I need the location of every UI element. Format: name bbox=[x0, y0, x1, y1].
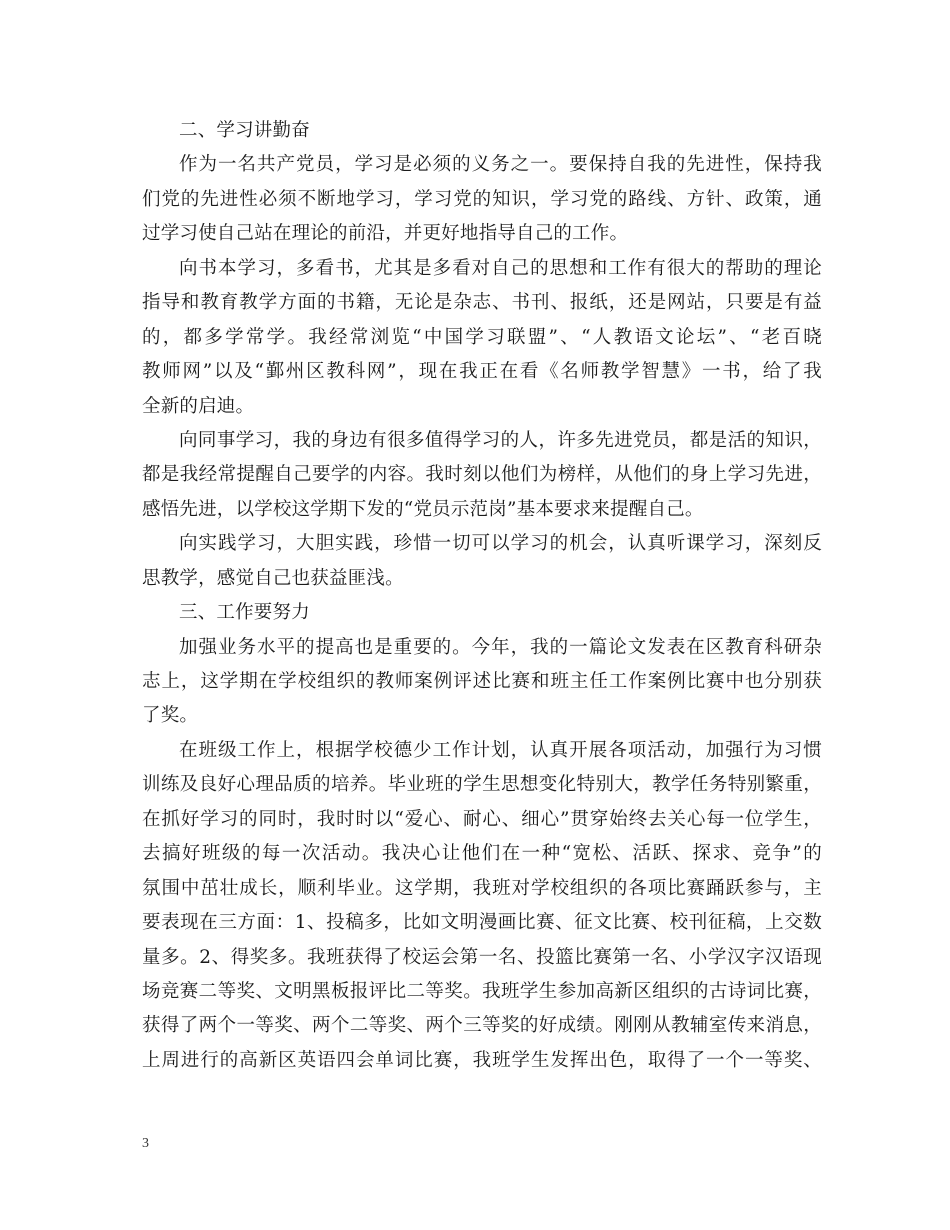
text-line: 氛围中茁壮成长，顺利毕业。这学期，我班对学校组织的各项比赛踊跃参与，主 bbox=[142, 877, 822, 899]
text-line: 上周进行的高新区英语四会单词比赛，我班学生发挥出色，取得了一个一等奖、 bbox=[142, 1049, 822, 1071]
text-line: 了奖。 bbox=[142, 705, 199, 727]
text-line: 作为一名共产党员，学习是必须的义务之一。要保持自我的先进性，保持我 bbox=[179, 154, 822, 176]
text-line: 要表现在三方面：1、投稿多，比如文明漫画比赛、征文比赛、校刊征稿，上交数 bbox=[142, 912, 822, 934]
text-line: 的，都多学常学。我经常浏览“中国学习联盟”、“人教语文论坛”、“老百晓 bbox=[142, 326, 822, 348]
text-line: 过学习使自己站在理论的前沿，并更好地指导自己的工作。 bbox=[142, 223, 629, 245]
text-line: 指导和教育教学方面的书籍，无论是杂志、书刊、报纸，还是网站，只要是有益 bbox=[142, 292, 822, 314]
text-line: 三、工作要努力 bbox=[179, 602, 310, 624]
text-line: 二、学习讲勤奋 bbox=[179, 120, 310, 141]
text-line: 们党的先进性必须不断地学习，学习党的知识，学习党的路线、方针、政策，通 bbox=[142, 188, 822, 210]
text-line: 感悟先进，以学校这学期下发的“党员示范岗”基本要求来提醒自己。 bbox=[142, 498, 704, 520]
text-line: 向实践学习，大胆实践，珍惜一切可以学习的机会，认真听课学习，深刻反 bbox=[179, 533, 822, 555]
text-line: 获得了两个一等奖、两个二等奖、两个三等奖的好成绩。刚刚从教辅室传来消息， bbox=[142, 1015, 822, 1037]
text-line: 全新的启迪。 bbox=[142, 395, 255, 417]
text-line: 都是我经常提醒自己要学的内容。我时刻以他们为榜样，从他们的身上学习先进， bbox=[142, 464, 822, 486]
text-line: 加强业务水平的提高也是重要的。今年，我的一篇论文发表在区教育科研杂 bbox=[179, 636, 822, 658]
text-line: 向书本学习，多看书，尤其是多看对自己的思想和工作有很大的帮助的理论 bbox=[179, 257, 822, 279]
text-line: 教师网”以及“鄞州区教科网”，现在我正在看《名师教学智慧》一书，给了我 bbox=[142, 361, 822, 383]
page-number: 3 bbox=[142, 1136, 149, 1151]
text-line: 量多。2、得奖多。我班获得了校运会第一名、投篮比赛第一名、小学汉字汉语现 bbox=[142, 946, 822, 968]
text-line: 场竞赛二等奖、文明黑板报评比二等奖。我班学生参加高新区组织的古诗词比赛， bbox=[142, 980, 822, 1002]
text-line: 志上，这学期在学校组织的教师案例评述比赛和班主任工作案例比赛中也分别获 bbox=[142, 671, 822, 692]
document-body bbox=[142, 114, 822, 1078]
text-line: 思教学，感觉自己也获益匪浅。 bbox=[142, 567, 404, 589]
text-line: 在抓好学习的同时，我时时以“爱心、耐心、细心”贯穿始终去关心每一位学生， bbox=[142, 808, 822, 830]
text-line: 向同事学习，我的身边有很多值得学习的人，许多先进党员，都是活的知识， bbox=[179, 429, 822, 451]
text-line: 去搞好班级的每一次活动。我决心让他们在一种“宽松、活跃、探求、竞争”的 bbox=[142, 843, 822, 865]
text-line: 训练及良好心理品质的培养。毕业班的学生思想变化特别大，教学任务特别繁重， bbox=[142, 774, 822, 796]
text-line: 在班级工作上，根据学校德少工作计划，认真开展各项活动，加强行为习惯 bbox=[179, 739, 822, 761]
